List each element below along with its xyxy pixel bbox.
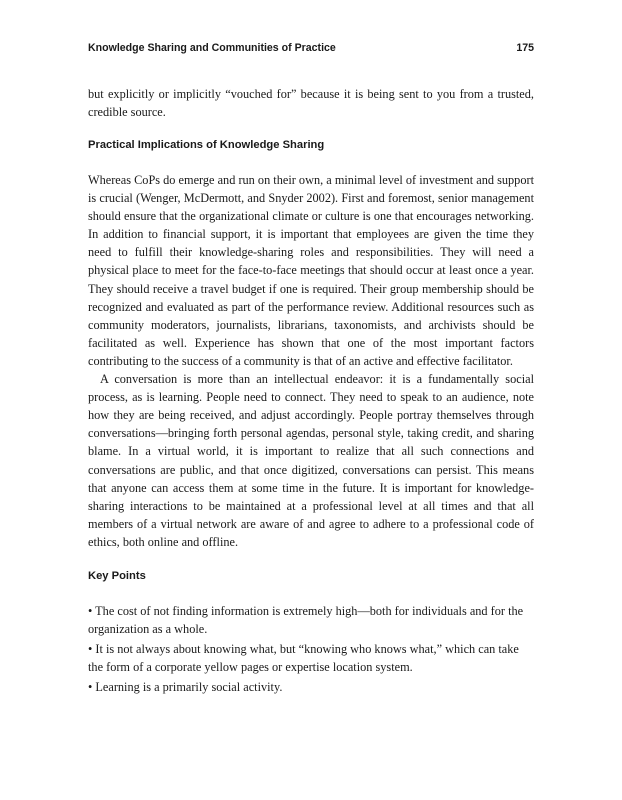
bullet-icon: • [88, 642, 93, 657]
body-paragraph: Whereas CoPs do emerge and run on their own, a minimal level of investment and support is crucial (Wenger, McDermott, and Snyder 2002). First and foremost, senior management should ensure that the organizational climate or culture is one that encourages networking. In addition to financial support, it is important that employees are given the time they need to fulfill their knowledge-sharing roles and responsibilities. They will need a physical place to meet for the face-to-face meetings that should occur at least once a year. They should receive a travel budget if one is required. Their group membership should be recognized and evaluated as part of the performance review. Additional resources such as community moderators, journalists, librarians, taxonomists, and archivists should be facilitated as well. Experience has shown that one of the most important factors contributing to the success of a community is that of an active and effective facilitator. [88, 173, 534, 368]
list-item [88, 678, 534, 696]
list-item-text: Learning is a primarily social activity. [95, 680, 283, 695]
key-points-list [88, 602, 534, 698]
bullet-icon: • [88, 680, 93, 695]
section-heading-practical: Practical Implications of Knowledge Sharing [88, 139, 325, 151]
bullet-icon: • [88, 604, 93, 618]
page-number: 175 [516, 42, 534, 54]
intro-paragraph: but explicitly or implicitly “vouched for” because it is being sent to you from a trusted, credible source. [88, 87, 534, 120]
running-title: Knowledge Sharing and Communities of Practice [88, 42, 336, 54]
running-head [88, 42, 534, 54]
body-paragraph: A conversation is more than an intellectual endeavor: it is a fundamentally social process, as is learning. People need to connect. They need to speak to an audience, note how they are being received, and adjust accordingly. People portray themselves through conversations—bringing forth personal agendas, personal style, taking credit, and sharing blame. In a virtual world, it is important to realize that all such connections and conversations are public, and that once digitized, conversations can persist. This means that anyone can access them at some time in the future. It is important for knowledge-sharing interactions to be maintained at a professional level at all times and that all members of a virtual network are aware of and agree to adhere to a professional code of ethics, both online and offline. [88, 372, 534, 549]
list-item [88, 602, 534, 638]
section-heading-key-points: Key Points [88, 570, 146, 582]
list-item-text: It is not always about knowing what, but “knowing who knows what,” which can take the form of a corporate yellow pages or expertise location system. [88, 642, 519, 675]
list-item [88, 640, 534, 676]
list-item-text: The cost of not finding information is extremely high—both for individuals and for the organization as a whole. [88, 604, 524, 637]
practical-section-text [88, 171, 534, 551]
intro-text [88, 85, 534, 121]
